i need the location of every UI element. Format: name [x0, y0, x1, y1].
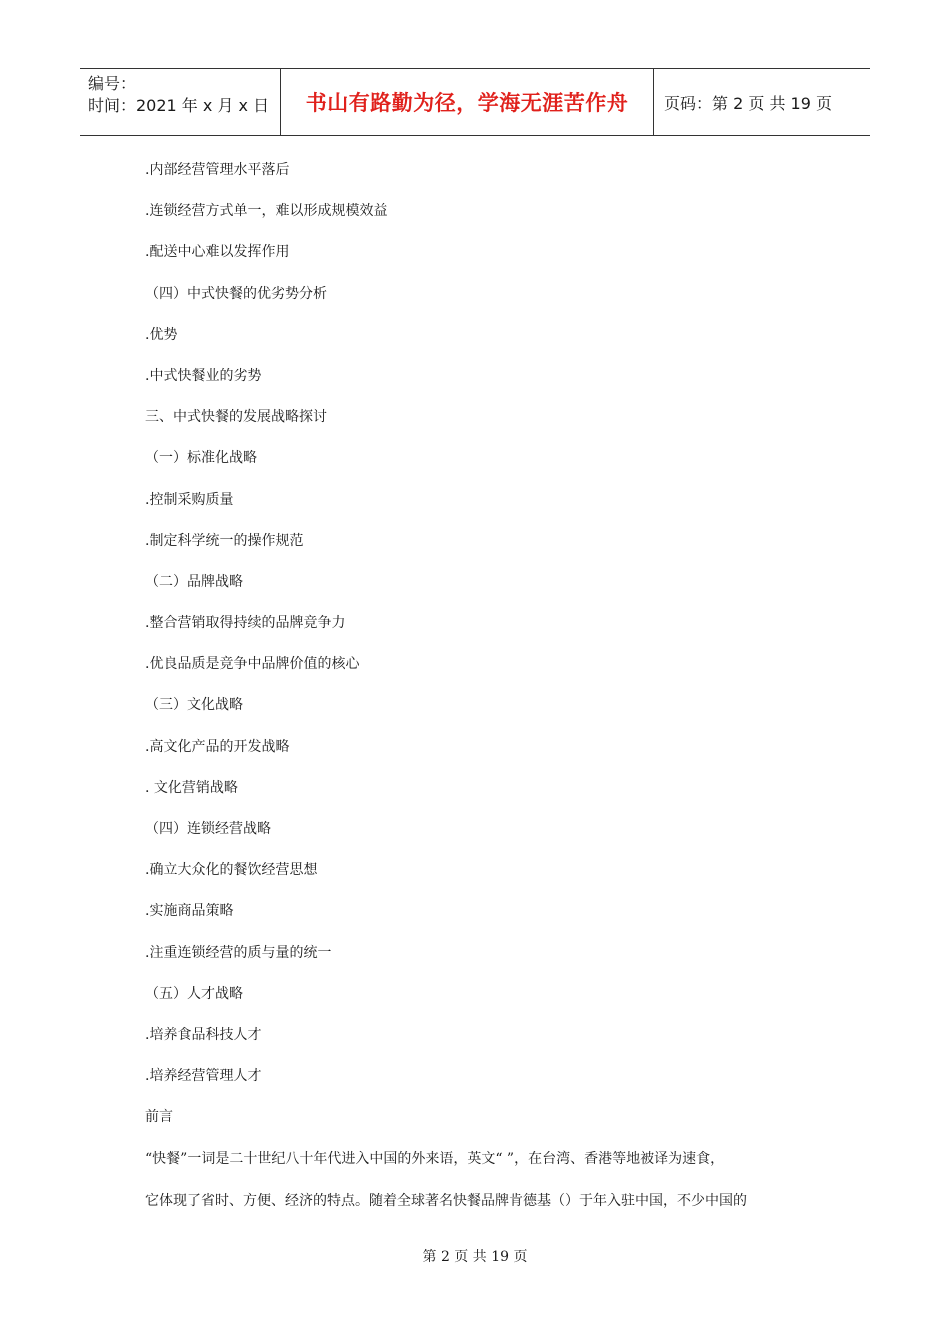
outline-line: （五）人才战略: [145, 985, 243, 1002]
motto-text: 书山有路勤为径，学海无涯苦作舟: [305, 91, 629, 115]
outline-line: .优良品质是竞争中品牌价值的核心: [145, 656, 360, 673]
page-footer: [0, 1246, 950, 1266]
outline-line: .制定科学统一的操作规范: [145, 532, 304, 549]
date-label: 时间：2021 年 x 月 x 日: [88, 96, 270, 115]
outline-line: 三、中式快餐的发展战略探讨: [145, 409, 327, 426]
outline-line: .培养经营管理人才: [145, 1068, 262, 1085]
paragraph-line: 它体现了省时、方便、经济的特点。随着全球著名快餐品牌肯德基（）于年入驻中国，不少中国的: [145, 1192, 747, 1209]
outline-line: .注重连锁经营的质与量的统一: [145, 944, 332, 961]
outline-line: .优势: [145, 326, 178, 343]
outline-line: . 文化营销战略: [145, 779, 238, 796]
header-page-cell: [654, 69, 870, 135]
header-motto-cell: [281, 69, 654, 135]
section-heading-preface: 前言: [145, 1109, 173, 1126]
page-header: [80, 68, 870, 136]
outline-line: .连锁经营方式单一，难以形成规模效益: [145, 203, 388, 220]
outline-line: .确立大众化的餐饮经营思想: [145, 862, 318, 879]
header-meta-cell: [80, 69, 281, 135]
outline-line: （四）连锁经营战略: [145, 821, 271, 837]
outline-line: .高文化产品的开发战略: [145, 738, 290, 755]
preface-paragraph: [145, 1149, 815, 1212]
outline-line: .培养食品科技人才: [145, 1026, 262, 1043]
outline-line: .配送中心难以发挥作用: [145, 244, 290, 261]
outline-line: （二）品牌战略: [145, 573, 243, 590]
outline-line: .中式快餐业的劣势: [145, 367, 262, 384]
outline-line: .内部经营管理水平落后: [145, 162, 290, 178]
outline-line: .控制采购质量: [145, 491, 234, 508]
outline-line: （四）中式快餐的优劣势分析: [145, 285, 327, 302]
outline-line: （三）文化战略: [145, 697, 243, 714]
page-info: 页码：第 2 页 共 19 页: [664, 93, 832, 113]
paragraph-line: “快餐”一词是二十世纪八十年代进入中国的外来语，英文“ ”，在台湾、香港等地被译为速食，: [145, 1150, 725, 1167]
footer-page-number: 第 2 页 共 19 页: [422, 1249, 528, 1265]
outline-line: .实施商品策略: [145, 903, 234, 920]
outline-line: （一）标准化战略: [145, 450, 257, 467]
outline-line: .整合营销取得持续的品牌竞争力: [145, 615, 346, 632]
number-label: 编号：: [88, 74, 137, 93]
document-body: [145, 160, 815, 1233]
